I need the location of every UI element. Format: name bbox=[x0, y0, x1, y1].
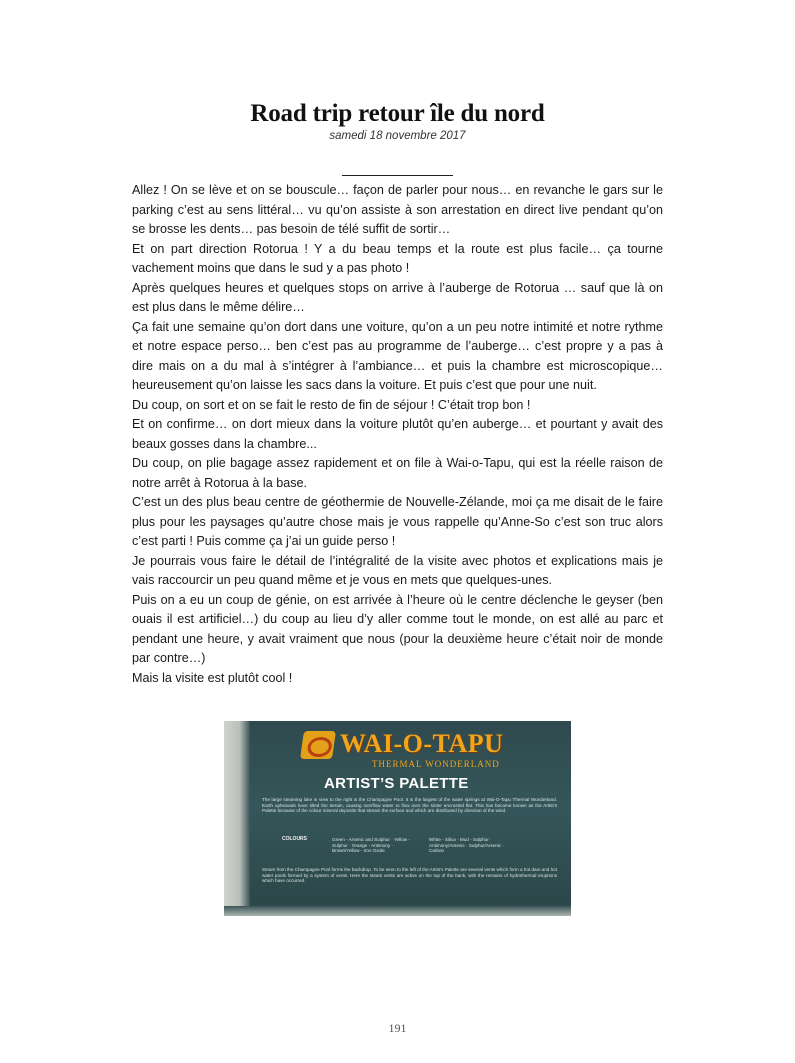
sign-intro-text: The large steaming lake in view to the right is the Champagne Pool. It is the largest of the water springs at Wai-O-Tapu Thermal Wonderland. Earth upheavals have tilted the terrain, causing overflow water to flow over the sinter encrusted flat. This has become known as the Artist’s Palette because of the colour mineral deposits that stream the surface and which are distributed by direction of the wind. bbox=[262, 797, 557, 814]
sign-outro-text: Steam from the Champagne Pool forms the backdrop. To be seen to the left of the Artist’s Palette are several vents which form a hot dam and hot water pools formed by a system of vents. Here the steam vents are active on the top of the bank, with the remains of hydrothermal eruptions which have occurred. bbox=[262, 867, 558, 884]
photo-edge bbox=[224, 721, 250, 916]
paragraph: Et on confirme… on dort mieux dans la voiture plutôt qu’en auberge… et pourtant y avait des beaux gosses dans la chambre... bbox=[132, 417, 663, 451]
paragraph: Ça fait une semaine qu’on dort dans une voiture, qu’on a un peu notre intimité et notre rythme et notre espace perso… ben c’est pas au programme de l’auberge… c’est propre y a pas à dire mais on a du mal à s’intégrer à l’ambiance… et puis la chambre est microscopique… heureusement qu’on laisse les sacs dans la voiture. Et puis c’est que pour une nuit. bbox=[132, 319, 663, 392]
sign-title: ARTIST’S PALETTE bbox=[324, 775, 469, 792]
paragraph: Mais la visite est plutôt cool ! bbox=[132, 670, 293, 685]
paragraph: Je pourrais vous faire le détail de l’intégralité de la visite avec photos et explications mais je vais raccourcir un peu quand même et je vous en mets que quelques-unes. bbox=[132, 553, 663, 587]
sign-colours-label: COLOURS bbox=[282, 836, 307, 842]
paragraph: Du coup, on plie bagage assez rapidement et on file à Wai-o-Tapu, qui est la réelle raison de notre arrêt à Rotorua à la base. bbox=[132, 456, 663, 490]
sign-colours-right: White - Silica · Mud - Sulphur · Antimony/Arsenic · Sulphur/Arsenic · Carbon bbox=[429, 837, 505, 854]
paragraph: C’est un des plus beau centre de géothermie de Nouvelle-Zélande, moi ça me disait de le faire plus pour les paysages qu’autre chose mais je vous rappelle qu’Anne-So c’est son truc alors c’est parti ! Puis comme ça j’ai un guide perso ! bbox=[132, 495, 663, 548]
photo-edge bbox=[224, 906, 571, 916]
paragraph: Du coup, on sort et on se fait le resto de fin de séjour ! C’était trop bon ! bbox=[132, 397, 531, 412]
sign-brand: WAI-O-TAPU bbox=[340, 729, 504, 758]
paragraph: Puis on a eu un coup de génie, on est arrivée à l’heure où le centre déclenche le geyser (ben ouais il est artificiel…) du coup au lieu d’y aller comme tout le monde, on est allé au parc et pendant une heure, y avait vraiment que nous (pour la deuxième heure c’était noir de monde par contre…) bbox=[132, 592, 663, 665]
sign-brand-subtitle: THERMAL WONDERLAND bbox=[372, 759, 500, 769]
wai-o-tapu-logo-icon bbox=[300, 731, 336, 759]
paragraph: Allez ! On se lève et on se bouscule… façon de parler pour nous… en revanche le gars sur le parking c’est au sens littéral… vu qu’on assiste à son arrestation en direct live pendant qu’on se brosse les dents… pas besoin de télé suffit de sortir… bbox=[132, 183, 663, 236]
separator-rule bbox=[342, 175, 453, 176]
article-body bbox=[132, 181, 663, 688]
paragraph: Et on part direction Rotorua ! Y a du beau temps et la route est plus facile… ça tourne vachement moins que dans le sud y a pas photo ! bbox=[132, 241, 663, 275]
post-date: samedi 18 novembre 2017 bbox=[329, 130, 466, 142]
page-title: Road trip retour île du nord bbox=[250, 100, 545, 127]
page-number: 191 bbox=[388, 1021, 407, 1035]
sign-photo bbox=[224, 721, 571, 916]
paragraph: Après quelques heures et quelques stops on arrive à l’auberge de Rotorua … sauf que là on est plus dans le même délire… bbox=[132, 280, 663, 314]
sign-colours-left: Green - Arsenic and Sulphur · Yellow - Sulphur · Orange - Antimony · Brown/Yellow - Iron Oxide bbox=[332, 837, 410, 854]
